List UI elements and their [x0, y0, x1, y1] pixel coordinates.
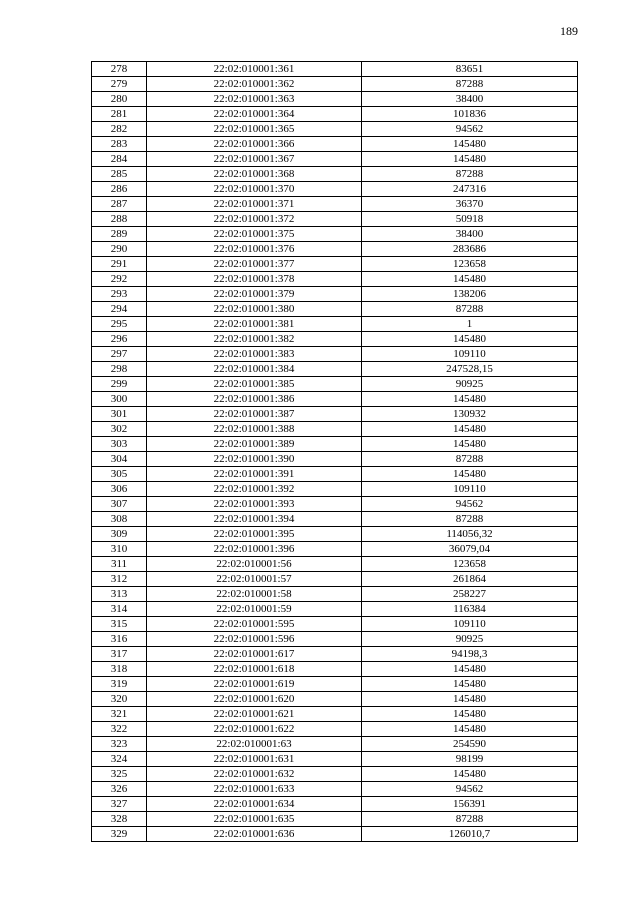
cadastral-number-cell: 22:02:010001:381 [147, 317, 362, 332]
value-cell: 123658 [362, 557, 578, 572]
cadastral-number-cell: 22:02:010001:621 [147, 707, 362, 722]
table-row [92, 272, 578, 287]
cadastral-number-cell: 22:02:010001:622 [147, 722, 362, 737]
row-number-cell: 321 [92, 707, 147, 722]
row-number-cell: 279 [92, 77, 147, 92]
cadastral-number-cell: 22:02:010001:393 [147, 497, 362, 512]
value-cell: 94562 [362, 497, 578, 512]
table-row [92, 77, 578, 92]
row-number-cell: 316 [92, 632, 147, 647]
row-number-cell: 285 [92, 167, 147, 182]
value-cell: 38400 [362, 92, 578, 107]
value-cell: 90925 [362, 632, 578, 647]
table-row [92, 437, 578, 452]
cadastral-number-cell: 22:02:010001:372 [147, 212, 362, 227]
table-row [92, 617, 578, 632]
row-number-cell: 305 [92, 467, 147, 482]
cadastral-number-cell: 22:02:010001:395 [147, 527, 362, 542]
cadastral-number-cell: 22:02:010001:632 [147, 767, 362, 782]
cadastral-number-cell: 22:02:010001:619 [147, 677, 362, 692]
value-cell: 98199 [362, 752, 578, 767]
table-row [92, 722, 578, 737]
row-number-cell: 327 [92, 797, 147, 812]
row-number-cell: 313 [92, 587, 147, 602]
row-number-cell: 323 [92, 737, 147, 752]
table-row [92, 377, 578, 392]
value-cell: 109110 [362, 617, 578, 632]
cadastral-number-cell: 22:02:010001:371 [147, 197, 362, 212]
row-number-cell: 318 [92, 662, 147, 677]
table-row [92, 782, 578, 797]
table-row [92, 392, 578, 407]
value-cell: 258227 [362, 587, 578, 602]
cadastral-number-cell: 22:02:010001:362 [147, 77, 362, 92]
cadastral-number-cell: 22:02:010001:383 [147, 347, 362, 362]
row-number-cell: 291 [92, 257, 147, 272]
row-number-cell: 308 [92, 512, 147, 527]
cadastral-number-cell: 22:02:010001:396 [147, 542, 362, 557]
cadastral-value-table [91, 61, 578, 842]
cadastral-number-cell: 22:02:010001:379 [147, 287, 362, 302]
value-cell: 254590 [362, 737, 578, 752]
value-cell: 145480 [362, 722, 578, 737]
value-cell: 123658 [362, 257, 578, 272]
table-row [92, 767, 578, 782]
value-cell: 36079,04 [362, 542, 578, 557]
table-row [92, 527, 578, 542]
table-body [92, 62, 578, 842]
value-cell: 87288 [362, 452, 578, 467]
value-cell: 145480 [362, 332, 578, 347]
value-cell: 145480 [362, 662, 578, 677]
value-cell: 145480 [362, 437, 578, 452]
table-row [92, 497, 578, 512]
row-number-cell: 299 [92, 377, 147, 392]
value-cell: 130932 [362, 407, 578, 422]
value-cell: 87288 [362, 512, 578, 527]
value-cell: 283686 [362, 242, 578, 257]
table-row [92, 587, 578, 602]
cadastral-number-cell: 22:02:010001:58 [147, 587, 362, 602]
row-number-cell: 309 [92, 527, 147, 542]
value-cell: 94562 [362, 782, 578, 797]
row-number-cell: 282 [92, 122, 147, 137]
value-cell: 138206 [362, 287, 578, 302]
table-row [92, 482, 578, 497]
table-row [92, 407, 578, 422]
table-row [92, 182, 578, 197]
cadastral-number-cell: 22:02:010001:370 [147, 182, 362, 197]
cadastral-number-cell: 22:02:010001:631 [147, 752, 362, 767]
table-row [92, 152, 578, 167]
table-row [92, 602, 578, 617]
row-number-cell: 302 [92, 422, 147, 437]
table-row [92, 137, 578, 152]
row-number-cell: 317 [92, 647, 147, 662]
table-row [92, 362, 578, 377]
value-cell: 247316 [362, 182, 578, 197]
row-number-cell: 311 [92, 557, 147, 572]
table-row [92, 92, 578, 107]
row-number-cell: 304 [92, 452, 147, 467]
cadastral-number-cell: 22:02:010001:392 [147, 482, 362, 497]
cadastral-number-cell: 22:02:010001:367 [147, 152, 362, 167]
value-cell: 114056,32 [362, 527, 578, 542]
row-number-cell: 293 [92, 287, 147, 302]
row-number-cell: 301 [92, 407, 147, 422]
row-number-cell: 300 [92, 392, 147, 407]
row-number-cell: 307 [92, 497, 147, 512]
row-number-cell: 328 [92, 812, 147, 827]
value-cell: 94562 [362, 122, 578, 137]
table-row [92, 752, 578, 767]
cadastral-number-cell: 22:02:010001:384 [147, 362, 362, 377]
cadastral-number-cell: 22:02:010001:377 [147, 257, 362, 272]
table-row [92, 662, 578, 677]
value-cell: 261864 [362, 572, 578, 587]
row-number-cell: 292 [92, 272, 147, 287]
cadastral-number-cell: 22:02:010001:376 [147, 242, 362, 257]
row-number-cell: 289 [92, 227, 147, 242]
value-cell: 87288 [362, 167, 578, 182]
value-cell: 87288 [362, 812, 578, 827]
table-row [92, 332, 578, 347]
row-number-cell: 294 [92, 302, 147, 317]
value-cell: 83651 [362, 62, 578, 77]
cadastral-number-cell: 22:02:010001:633 [147, 782, 362, 797]
value-cell: 145480 [362, 272, 578, 287]
table-row [92, 677, 578, 692]
value-cell: 247528,15 [362, 362, 578, 377]
value-cell: 116384 [362, 602, 578, 617]
table-row [92, 647, 578, 662]
cadastral-number-cell: 22:02:010001:363 [147, 92, 362, 107]
row-number-cell: 281 [92, 107, 147, 122]
value-cell: 109110 [362, 347, 578, 362]
row-number-cell: 326 [92, 782, 147, 797]
cadastral-number-cell: 22:02:010001:382 [147, 332, 362, 347]
table-row [92, 302, 578, 317]
row-number-cell: 325 [92, 767, 147, 782]
cadastral-number-cell: 22:02:010001:391 [147, 467, 362, 482]
value-cell: 126010,7 [362, 827, 578, 842]
row-number-cell: 315 [92, 617, 147, 632]
cadastral-number-cell: 22:02:010001:59 [147, 602, 362, 617]
table-row [92, 212, 578, 227]
row-number-cell: 319 [92, 677, 147, 692]
table-row [92, 542, 578, 557]
table-row [92, 347, 578, 362]
cadastral-number-cell: 22:02:010001:56 [147, 557, 362, 572]
value-cell: 145480 [362, 152, 578, 167]
value-cell: 36370 [362, 197, 578, 212]
row-number-cell: 303 [92, 437, 147, 452]
table-row [92, 62, 578, 77]
row-number-cell: 297 [92, 347, 147, 362]
value-cell: 94198,3 [362, 647, 578, 662]
row-number-cell: 278 [92, 62, 147, 77]
cadastral-number-cell: 22:02:010001:364 [147, 107, 362, 122]
value-cell: 145480 [362, 422, 578, 437]
table-row [92, 227, 578, 242]
table-row [92, 107, 578, 122]
table-row [92, 467, 578, 482]
row-number-cell: 288 [92, 212, 147, 227]
value-cell: 145480 [362, 677, 578, 692]
value-cell: 145480 [362, 707, 578, 722]
table-row [92, 242, 578, 257]
row-number-cell: 296 [92, 332, 147, 347]
value-cell: 87288 [362, 302, 578, 317]
cadastral-number-cell: 22:02:010001:365 [147, 122, 362, 137]
value-cell: 145480 [362, 767, 578, 782]
table-row [92, 632, 578, 647]
cadastral-number-cell: 22:02:010001:635 [147, 812, 362, 827]
row-number-cell: 324 [92, 752, 147, 767]
value-cell: 50918 [362, 212, 578, 227]
row-number-cell: 286 [92, 182, 147, 197]
row-number-cell: 298 [92, 362, 147, 377]
cadastral-number-cell: 22:02:010001:617 [147, 647, 362, 662]
table-row [92, 707, 578, 722]
row-number-cell: 306 [92, 482, 147, 497]
table-row [92, 422, 578, 437]
cadastral-number-cell: 22:02:010001:366 [147, 137, 362, 152]
row-number-cell: 283 [92, 137, 147, 152]
row-number-cell: 312 [92, 572, 147, 587]
value-cell: 145480 [362, 392, 578, 407]
table-row [92, 692, 578, 707]
value-cell: 101836 [362, 107, 578, 122]
row-number-cell: 329 [92, 827, 147, 842]
cadastral-number-cell: 22:02:010001:394 [147, 512, 362, 527]
table-row [92, 572, 578, 587]
cadastral-number-cell: 22:02:010001:620 [147, 692, 362, 707]
row-number-cell: 322 [92, 722, 147, 737]
table-row [92, 797, 578, 812]
cadastral-number-cell: 22:02:010001:387 [147, 407, 362, 422]
cadastral-number-cell: 22:02:010001:634 [147, 797, 362, 812]
table-row [92, 122, 578, 137]
table-row [92, 257, 578, 272]
table-row [92, 317, 578, 332]
page-number: 189 [560, 24, 578, 38]
cadastral-number-cell: 22:02:010001:368 [147, 167, 362, 182]
cadastral-number-cell: 22:02:010001:389 [147, 437, 362, 452]
value-cell: 145480 [362, 137, 578, 152]
value-cell: 90925 [362, 377, 578, 392]
cadastral-number-cell: 22:02:010001:63 [147, 737, 362, 752]
table-row [92, 287, 578, 302]
row-number-cell: 290 [92, 242, 147, 257]
table-row [92, 737, 578, 752]
table-row [92, 827, 578, 842]
table-row [92, 512, 578, 527]
cadastral-number-cell: 22:02:010001:390 [147, 452, 362, 467]
row-number-cell: 284 [92, 152, 147, 167]
value-cell: 156391 [362, 797, 578, 812]
value-cell: 145480 [362, 692, 578, 707]
table-row [92, 452, 578, 467]
cadastral-number-cell: 22:02:010001:361 [147, 62, 362, 77]
value-cell: 109110 [362, 482, 578, 497]
row-number-cell: 320 [92, 692, 147, 707]
value-cell: 145480 [362, 467, 578, 482]
value-cell: 38400 [362, 227, 578, 242]
table-row [92, 812, 578, 827]
row-number-cell: 295 [92, 317, 147, 332]
table-row [92, 197, 578, 212]
cadastral-number-cell: 22:02:010001:386 [147, 392, 362, 407]
table-row [92, 167, 578, 182]
value-cell: 1 [362, 317, 578, 332]
cadastral-number-cell: 22:02:010001:375 [147, 227, 362, 242]
row-number-cell: 280 [92, 92, 147, 107]
cadastral-number-cell: 22:02:010001:388 [147, 422, 362, 437]
table-row [92, 557, 578, 572]
cadastral-number-cell: 22:02:010001:380 [147, 302, 362, 317]
row-number-cell: 314 [92, 602, 147, 617]
value-cell: 87288 [362, 77, 578, 92]
cadastral-number-cell: 22:02:010001:636 [147, 827, 362, 842]
cadastral-number-cell: 22:02:010001:378 [147, 272, 362, 287]
cadastral-number-cell: 22:02:010001:595 [147, 617, 362, 632]
cadastral-number-cell: 22:02:010001:57 [147, 572, 362, 587]
row-number-cell: 287 [92, 197, 147, 212]
cadastral-number-cell: 22:02:010001:596 [147, 632, 362, 647]
row-number-cell: 310 [92, 542, 147, 557]
cadastral-number-cell: 22:02:010001:618 [147, 662, 362, 677]
cadastral-number-cell: 22:02:010001:385 [147, 377, 362, 392]
